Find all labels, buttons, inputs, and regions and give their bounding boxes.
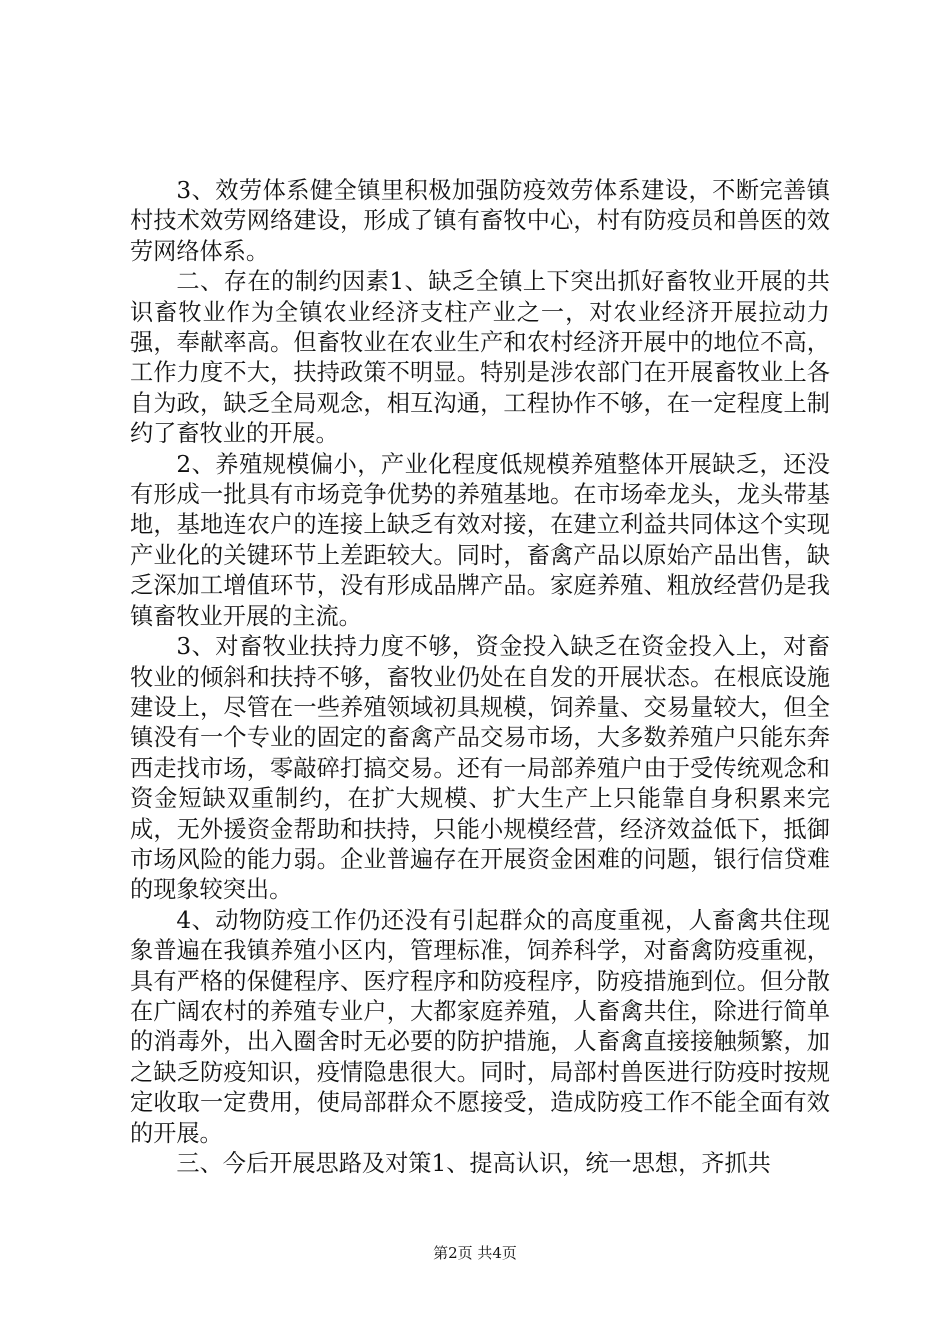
paragraph-small-scale: 2、养殖规模偏小，产业化程度低规模养殖整体开展缺乏，还没有形成一批具有市场竞争优势的养殖基地。在市场牵龙头，龙头带基地，基地连农户的连接上缺乏有效对接，在建立利益共同体这个实现产业化的关键环节上差距较大。同时，畜禽产品以原始产品出售，缺乏深加工增值环节，没有形成品牌产品。家庭养殖、粗放经营仍是我镇畜牧业开展的主流。 (130, 450, 830, 630)
paragraph-future-ideas: 三、今后开展思路及对策1、提高认识，统一思想，齐抓共 (176, 1150, 771, 1177)
paragraph-insufficient-support: 3、对畜牧业扶持力度不够，资金投入缺乏在资金投入上，对畜牧业的倾斜和扶持不够，畜牧业仍处在自发的开展状态。在根底设施建设上，尽管在一些养殖领域初具规模，饲养量、交易量较大，但全镇没有一个专业的固定的畜禽产品交易市场，大多数养殖户只能东奔西走找市场，零敲碎打搞交易。还有一局部养殖户由于受传统观念和资金短缺双重制约，在扩大规模、扩大生产上只能靠自身积累来完成，无外援资金帮助和扶持，只能小规模经营，经济效益低下，抵御市场风险的能力弱。企业普遍存在开展资金困难的问题，银行信贷难的现象较突出。 (130, 633, 830, 904)
page-number-footer: 第2页 共4页 (433, 1244, 517, 1262)
paragraph-constraints-consensus: 二、存在的制约因素1、缺乏全镇上下突出抓好畜牧业开展的共识畜牧业作为全镇农业经济支柱产业之一，对农业经济开展拉动力强，奉献率高。但畜牧业在农业生产和农村经济开展中的地位不高，工作力度不大，扶持政策不明显。特别是涉农部门在开展畜牧业上各自为政，缺乏全局观念，相互沟通，工程协作不够，在一定程度上制约了畜牧业的开展。 (130, 268, 830, 448)
paragraph-service-system: 3、效劳体系健全镇里积极加强防疫效劳体系建设，不断完善镇村技术效劳网络建设，形成了镇有畜牧中心，村有防疫员和兽医的效劳网络体系。 (130, 177, 830, 265)
paragraph-epidemic-prevention: 4、动物防疫工作仍还没有引起群众的高度重视，人畜禽共住现象普遍在我镇养殖小区内，管理标准，饲养科学，对畜禽防疫重视，具有严格的保健程序、医疗程序和防疫程序，防疫措施到位。但分散在广阔农村的养殖专业户，大都家庭养殖，人畜禽共住，除进行简单的消毒外，出入圈舍时无必要的防护措施，人畜禽直接接触频繁，加之缺乏防疫知识，疫情隐患很大。同时，局部村兽医进行防疫时按规定收取一定费用，使局部群众不愿接受，造成防疫工作不能全面有效的开展。 (130, 906, 830, 1147)
document-body (130, 176, 830, 1179)
